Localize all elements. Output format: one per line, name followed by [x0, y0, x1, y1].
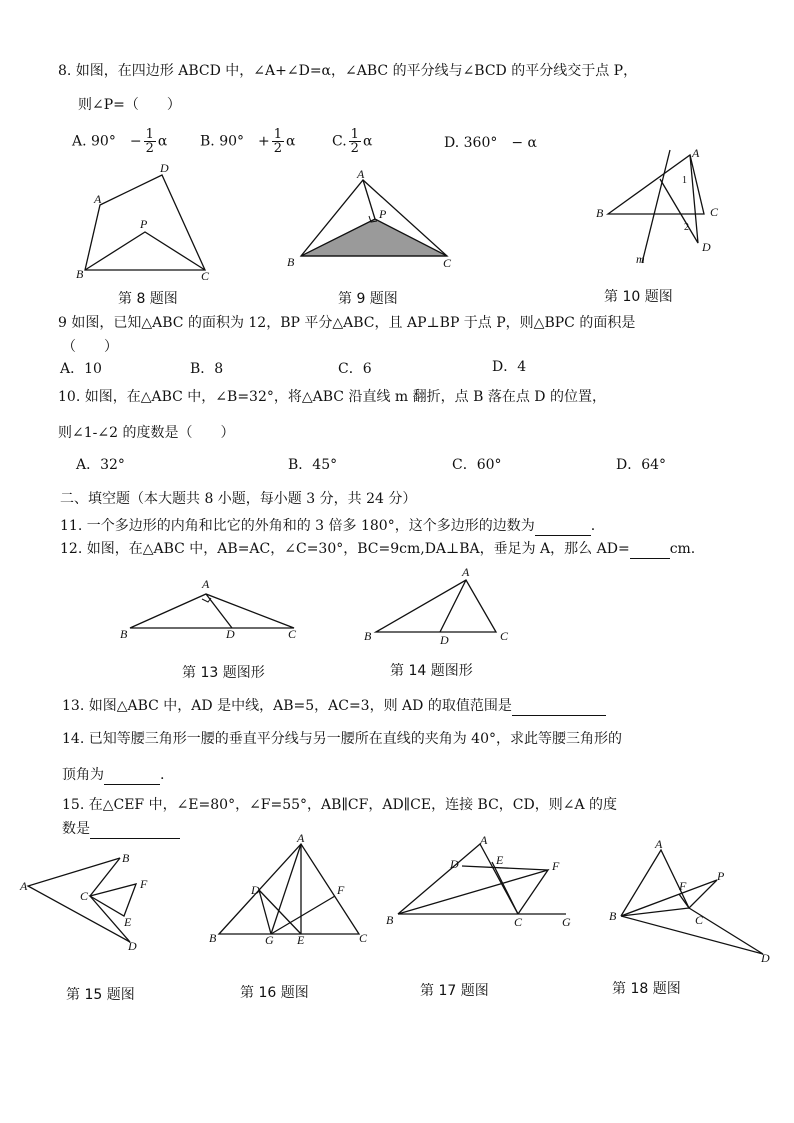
fig16-label-c: C: [359, 931, 368, 945]
figure-18: [605, 836, 781, 968]
fig8-label-a: A: [94, 192, 102, 206]
figure-8: [70, 160, 230, 283]
q12-answer-blank[interactable]: [630, 540, 670, 559]
figure-9: [285, 166, 465, 271]
fig17-label-e: E: [496, 853, 504, 867]
fig13-triangle: [130, 594, 294, 628]
fig10-label-c: C: [710, 205, 719, 219]
q10-stem-line1: 10. 如图，在△ABC 中，∠B=32°，将△ABC 沿直线 m 翻折，点 B 落在点 D 的位置，: [58, 389, 606, 405]
fig8-label-c: C: [201, 269, 210, 283]
q11-answer-blank[interactable]: [535, 517, 591, 536]
fig17-label-a: A: [480, 833, 488, 847]
q9-stem-line1: 9 如图，已知△ABC 的面积为 12，BP 平分△ABC，且 AP⊥BP 于点 P，则△BPC 的面积是: [58, 315, 636, 331]
fig14-label-a: A: [462, 565, 470, 579]
fig9-label-p: P: [379, 207, 387, 221]
fig17-label-c: C: [514, 915, 523, 929]
section-2-heading: 二、填空题（本大题共 8 小题，每小题 3 分，共 24 分）: [60, 491, 417, 507]
fig10-label-angle2: 2: [684, 222, 689, 233]
fig17-b-f-c: [398, 870, 548, 914]
fig15-label-e: E: [124, 915, 132, 929]
fig16-ag: [271, 844, 301, 934]
fig8-caption: 第 8 题图: [118, 291, 178, 307]
fig8-label-p: P: [140, 217, 148, 231]
q8-option-d: D. 360° − α: [444, 135, 537, 151]
fig9-label-c: C: [443, 256, 452, 270]
fig18-b-d-c: [621, 908, 763, 954]
q8-option-c: C. $\frac{1}{2}$ α: [332, 127, 373, 156]
fig17-df: [462, 866, 548, 870]
fig13-label-c: C: [288, 627, 297, 641]
fig10-label-angle1: 1: [682, 175, 687, 186]
fig13-label-b: B: [120, 627, 128, 641]
q15-stem-line2: 数是: [62, 820, 180, 839]
q14-stem-line1: 14. 已知等腰三角形一腰的垂直平分线与另一腰所在直线的夹角为 40°，求此等腰三角形的: [62, 731, 622, 747]
q9-option-b: B．8: [190, 361, 224, 377]
figure-10: [590, 145, 730, 270]
fig15-label-a: A: [20, 879, 28, 893]
fig8-bisectors: [85, 232, 205, 270]
fig18-label-c: C: [695, 913, 704, 927]
fig14-caption: 第 14 题图形: [390, 663, 473, 679]
fig16-caption: 第 16 题图: [240, 985, 309, 1001]
q15-answer-blank[interactable]: [90, 820, 180, 839]
fig14-triangle: [376, 580, 496, 632]
fig15-label-b: B: [122, 851, 130, 865]
q10-option-d: D．64°: [616, 457, 667, 473]
q15-stem-line1: 15. 在△CEF 中，∠E=80°，∠F=55°，AB∥CF，AD∥CE，连接 BC，CD，则∠A 的度: [62, 797, 618, 813]
fig14-label-b: B: [364, 629, 372, 643]
fig15-ab-ad: [28, 858, 130, 942]
fig18-label-f: F: [679, 879, 687, 893]
q10-option-a: A．32°: [76, 457, 125, 473]
q13-stem: 13. 如图△ABC 中，AD 是中线，AB=5，AC=3，则 AD 的取值范围是: [62, 697, 606, 716]
fig16-label-g: G: [265, 933, 274, 947]
fig16-label-a: A: [297, 831, 305, 845]
fig15-label-f: F: [140, 877, 148, 891]
q13-answer-blank[interactable]: [512, 697, 606, 716]
fig16-label-d: D: [251, 883, 260, 897]
fig9-label-a: A: [357, 167, 365, 181]
q14-stem-line2: 顶角为 .: [62, 767, 165, 783]
fig10-label-b: B: [596, 206, 604, 220]
fig13-label-a: A: [202, 577, 210, 591]
q9-option-d: D．4: [492, 359, 527, 375]
fig17-caption: 第 17 题图: [420, 983, 489, 999]
q14-answer-blank[interactable]: [104, 766, 160, 785]
q9-option-a: A．10: [60, 361, 102, 377]
q10-stem-line2: 则∠1-∠2 的度数是（ ）: [58, 425, 235, 441]
fig10-line-m: [642, 150, 670, 263]
fig13-label-d: D: [226, 627, 235, 641]
fig9-caption: 第 9 题图: [338, 291, 398, 307]
fig17-ec: [492, 862, 518, 914]
q10-option-c: C．60°: [452, 457, 502, 473]
q8-option-b: B. 90° + $\frac{1}{2}$ α: [200, 127, 296, 156]
fig10-label-d: D: [702, 240, 711, 254]
figure-15: [20, 848, 160, 958]
fig16-label-b: B: [209, 931, 217, 945]
fig18-label-a: A: [655, 837, 663, 851]
fig14-label-d: D: [440, 633, 449, 647]
fig15-label-d: D: [128, 939, 137, 953]
figure-17: [382, 832, 578, 932]
fig16-label-e: E: [297, 933, 305, 947]
fig16-label-f: F: [337, 883, 345, 897]
q12-stem: 12. 如图，在△ABC 中，AB=AC，∠C=30°，BC=9cm,DA⊥BA，垂足为 A，那么 AD= cm.: [60, 541, 696, 557]
fig17-label-f: F: [552, 859, 560, 873]
figure-14: [360, 566, 520, 646]
fig18-label-b: B: [609, 909, 617, 923]
fig13-caption: 第 13 题图形: [182, 665, 265, 681]
fig8-label-d: D: [160, 161, 169, 175]
fig14-label-c: C: [500, 629, 509, 643]
q8-option-a: A. 90° − $\frac{1}{2}$ α: [72, 127, 168, 156]
q9-stem-line2: （ ）: [62, 339, 118, 355]
fig17-label-g: G: [562, 915, 571, 929]
fig15-caption: 第 15 题图: [66, 987, 135, 1003]
fig15-label-c: C: [80, 889, 89, 903]
fig18-caption: 第 18 题图: [612, 981, 681, 997]
figure-13: [118, 574, 308, 644]
fig10-label-a: A: [692, 146, 700, 160]
figure-16: [205, 831, 375, 947]
fig9-label-b: B: [287, 255, 295, 269]
q9-option-c: C．6: [338, 361, 372, 377]
q11-stem: 11. 一个多边形的内角和比它的外角和的 3 倍多 180°，这个多边形的边数为 .: [60, 518, 596, 534]
fig10-caption: 第 10 题图: [604, 289, 673, 305]
fig17-label-d: D: [450, 857, 459, 871]
q8-stem-line2: 则∠P=（ ）: [78, 97, 181, 113]
q8-stem-line1: 8. 如图，在四边形 ABCD 中，∠A+∠D=α，∠ABC 的平分线与∠BCD 的平分线交于点 P，: [58, 63, 638, 79]
fig18-label-d: D: [761, 951, 770, 965]
fig16-gf: [271, 896, 335, 934]
fig10-label-m: m: [636, 252, 645, 266]
fig18-label-p: P: [717, 869, 725, 883]
fig17-label-b: B: [386, 913, 394, 927]
fig9-shaded-triangle: [301, 219, 447, 256]
fig8-label-b: B: [76, 267, 84, 281]
q10-option-b: B．45°: [288, 457, 338, 473]
fig15-triangle-cef: [90, 884, 136, 916]
